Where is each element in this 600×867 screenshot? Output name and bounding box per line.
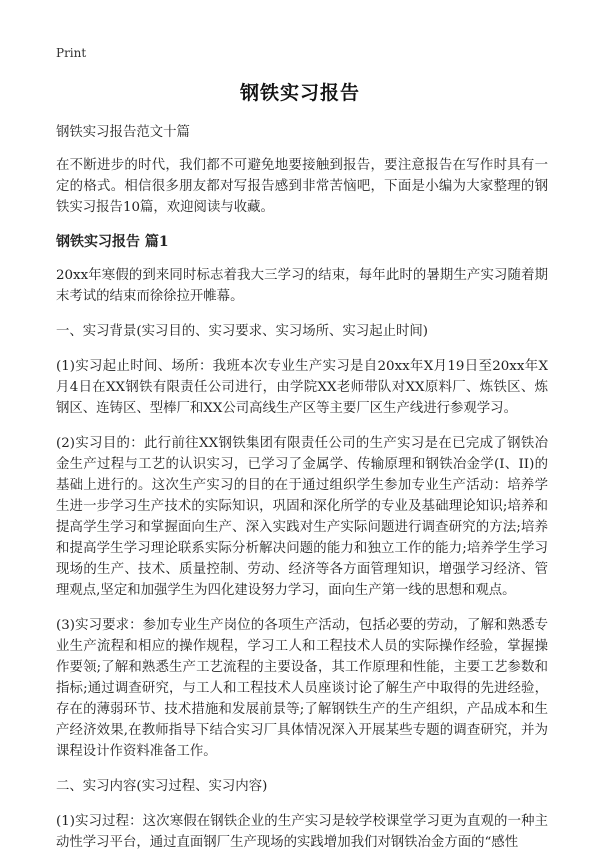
- document-body: [56, 122, 548, 867]
- paragraph-7: (1)实习过程：这次寒假在钢铁企业的生产实习是较学校课堂学习更为直观的一种主动性学习平台，通过直面钢厂生产现场的实践增加我们对钢铁冶金方面的“感性: [56, 814, 548, 850]
- paragraph-3: (1)实习起止时间、场所：我班本次专业生产实习是自20xx年X月19日至20xx年X月4日在XX钢铁有限责任公司进行，由学院XX老师带队对XX原料厂、炼铁区、炼钢区、连铸区、型棒厂和XX公司高线生产区等主要厂区生产线进行参观学习。: [56, 359, 548, 416]
- paragraph-5: (3)实习要求：参加专业生产岗位的各项生产活动，包括必要的劳动，了解和熟悉专业生产流程和相应的操作规程，学习工人和工程技术人员的实际操作经验，掌握操作要领;了解和熟悉生产工艺流程的主要设备，其工作原理和性能，主要工艺参数和指标;通过调查研究，与工人和工程技术人员座谈讨论了解生产中取得的先进经验，存在的薄弱环节、技术措施和发展前景等;了解钢铁生产的生产组织，产品成本和生产经济效果,在教师指导下结合实习厂具体情况深入开展某些专题的调查研究，并为课程设计作资料准备工作。: [56, 618, 548, 759]
- intro-paragraph: 在不断进步的时代，我们都不可避免地要接触到报告，要注意报告在写作时具有一定的格式。相信很多朋友都对写报告感到非常苦恼吧，下面是小编为大家整理的钢铁实习报告10篇，欢迎阅读与收藏。: [56, 158, 548, 215]
- document-subtitle: 钢铁实习报告范文十篇: [56, 125, 190, 140]
- page-title: 钢铁实习报告: [239, 82, 360, 104]
- paragraph-1: 20xx年寒假的到来同时标志着我大三学习的结束，每年此时的暑期生产实习随着期末考试的结束而徐徐拉开帷幕。: [56, 268, 548, 304]
- paragraph-4: (2)实习目的：此行前往XX钢铁集团有限责任公司的生产实习是在已完成了钢铁冶金生产过程与工艺的认识实习，已学习了金属学、传输原理和钢铁冶金学(I、II)的基础上进行的。这次生产实习的目的在于通过组织学生参加专业生产活动：培养学生进一步学习生产技术的实际知识，巩固和深化所学的专业及基础理论知识;培养和提高学生学习和掌握面向生产、深入实践对生产实际问题进行调查研究的方法;培养和提高学生学习理论联系实际分析解决问题的能力和独立工作的能力;培养学生学习现场的生产、技术、质量控制、劳动、经济等各方面管理知识，增强学习经济、管理观点,坚定和加强学生为四化建设努力学习，面向生产第一线的思想和观点。: [56, 436, 548, 598]
- section-heading: 钢铁实习报告 篇1: [56, 234, 169, 250]
- print-link[interactable]: Print: [56, 46, 87, 60]
- paragraph-6: 二、实习内容(实习过程、实习内容): [56, 779, 268, 794]
- paragraph-2: 一、实习背景(实习目的、实习要求、实习场所、实习起止时间): [56, 324, 428, 339]
